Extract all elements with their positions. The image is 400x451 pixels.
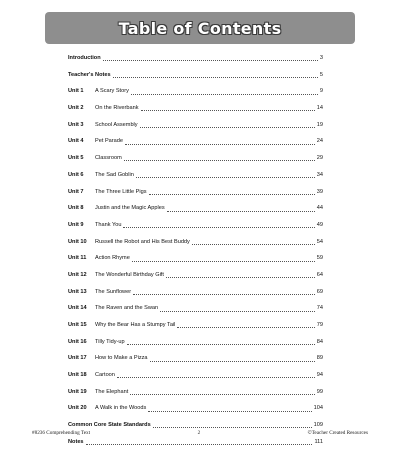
toc-unit-label: Unit 5 [68,155,84,162]
toc-page-number: 9 [319,88,323,95]
toc-entry-title: Action Rhyme [95,255,130,262]
toc-page-number: 29 [316,155,323,162]
toc-unit-label: Unit 16 [68,338,87,345]
toc-unit-label: Unit 19 [68,388,87,395]
toc-row [68,200,323,217]
dot-leader [125,143,315,145]
toc-entry-title: The Sad Goblin [95,171,134,178]
toc-row [68,83,323,100]
toc-entry-title: Justin and the Magic Apples [95,205,165,212]
toc-entry-title: The Raven and the Swan [95,305,159,312]
toc-page-number: 74 [316,305,323,312]
toc-row [68,384,323,401]
toc-row [68,133,323,150]
footer-publisher: ©Teacher Created Resources [307,430,368,436]
table-of-contents [68,50,323,451]
toc-entry-title: Classroom [95,155,122,162]
toc-unit-label: Unit 10 [68,238,87,245]
dot-leader [130,393,314,395]
toc-row [68,400,323,417]
dot-leader [136,176,315,178]
toc-entry-title: The Elephant [95,388,129,395]
toc-unit-label: Unit 20 [68,405,87,412]
toc-entry-title: The Sunflower [95,288,132,295]
toc-page-number: 104 [313,405,323,412]
toc-row [68,334,323,351]
toc-entry-title: Cartoon [95,372,115,379]
toc-row [68,434,323,451]
dot-leader [148,410,311,412]
dot-leader [150,360,315,362]
dot-leader [103,59,318,61]
dot-leader [192,243,315,245]
toc-page-number: 111 [314,438,323,445]
toc-entry-title: Common Core State Standards [68,422,151,429]
dot-leader [149,193,315,195]
toc-unit-label: Unit 17 [68,355,87,362]
page-title: Table of Contents [118,18,282,38]
toc-entry-title: Thank You [95,221,122,228]
toc-entry-title: On the Riverbank [95,105,139,112]
dot-leader [113,76,318,78]
dot-leader [153,426,312,428]
dot-leader [177,326,314,328]
dot-leader [127,343,315,345]
toc-page-number: 99 [316,388,323,395]
dot-leader [140,126,315,128]
toc-entry-title: Russell the Robot and His Best Buddy [95,238,190,245]
toc-row [68,184,323,201]
toc-unit-label: Unit 13 [68,288,87,295]
toc-page-number: 109 [313,422,323,429]
toc-row [68,150,323,167]
toc-row [68,167,323,184]
toc-unit-label: Unit 8 [68,205,84,212]
toc-page-number: 34 [316,171,323,178]
toc-page-number: 89 [316,355,323,362]
toc-entry-title: How to Make a Pizza [95,355,148,362]
dot-leader [124,159,315,161]
toc-entry-title: The Wonderful Birthday Gift [95,271,164,278]
toc-unit-label: Unit 9 [68,221,84,228]
toc-row [68,250,323,267]
dot-leader [131,93,318,95]
toc-entry-title: The Three Little Pigs [95,188,147,195]
toc-row [68,367,323,384]
toc-entry-title: Why the Bear Has a Stumpy Tail [95,322,176,328]
toc-unit-label: Unit 11 [68,255,87,262]
toc-row [68,50,323,67]
toc-page-number: 79 [316,322,323,328]
toc-page-number: 5 [319,71,323,78]
toc-entry-title: A Walk in the Woods [95,405,147,412]
toc-page-number: 19 [316,121,323,128]
toc-row [68,234,323,251]
toc-unit-label: Unit 15 [68,322,87,328]
dot-leader [132,260,315,262]
toc-row [68,350,323,367]
dot-leader [141,109,315,111]
toc-row [68,300,323,317]
toc-page-number: 54 [316,238,323,245]
toc-entry-title: Tilly Tidy-up [95,338,125,345]
dot-leader [167,210,315,212]
footer-page-number: 2 [197,430,201,436]
toc-entry-title: School Assembly [95,121,138,128]
toc-row [68,117,323,134]
title-banner [45,12,355,44]
toc-unit-label: Unit 12 [68,271,87,278]
toc-entry-title: Notes [68,438,84,445]
toc-page-number: 94 [316,372,323,379]
toc-page-number: 49 [316,221,323,228]
toc-unit-label: Unit 2 [68,105,84,112]
toc-unit-label: Unit 4 [68,138,84,145]
dot-leader [133,293,315,295]
toc-row [68,284,323,301]
toc-entry-title: Introduction [68,55,101,61]
page-footer [32,430,368,436]
toc-unit-label: Unit 3 [68,121,84,128]
toc-entry-title: Teacher's Notes [68,71,111,78]
toc-unit-label: Unit 6 [68,171,84,178]
toc-page-number: 69 [316,288,323,295]
toc-page-number: 64 [316,271,323,278]
toc-page-number: 3 [319,55,323,61]
toc-entry-title: Pet Parade [95,138,123,145]
toc-page-number: 14 [316,105,323,112]
toc-row [68,267,323,284]
dot-leader [166,276,315,278]
dot-leader [160,310,315,312]
toc-page-number: 39 [316,188,323,195]
toc-page-number: 44 [316,205,323,212]
toc-row [68,317,323,334]
toc-unit-label: Unit 7 [68,188,84,195]
dot-leader [117,376,315,378]
toc-row [68,100,323,117]
toc-page-number: 84 [316,338,323,345]
dot-leader [123,226,314,228]
toc-entry-title: A Scary Story [95,88,129,95]
toc-unit-label: Unit 18 [68,372,87,379]
toc-page-number: 59 [316,255,323,262]
toc-page-number: 24 [316,138,323,145]
footer-book-code: #8236 Comprehending Text [32,430,91,436]
toc-row [68,217,323,234]
toc-unit-label: Unit 1 [68,88,84,95]
toc-row [68,67,323,84]
toc-unit-label: Unit 14 [68,305,87,312]
